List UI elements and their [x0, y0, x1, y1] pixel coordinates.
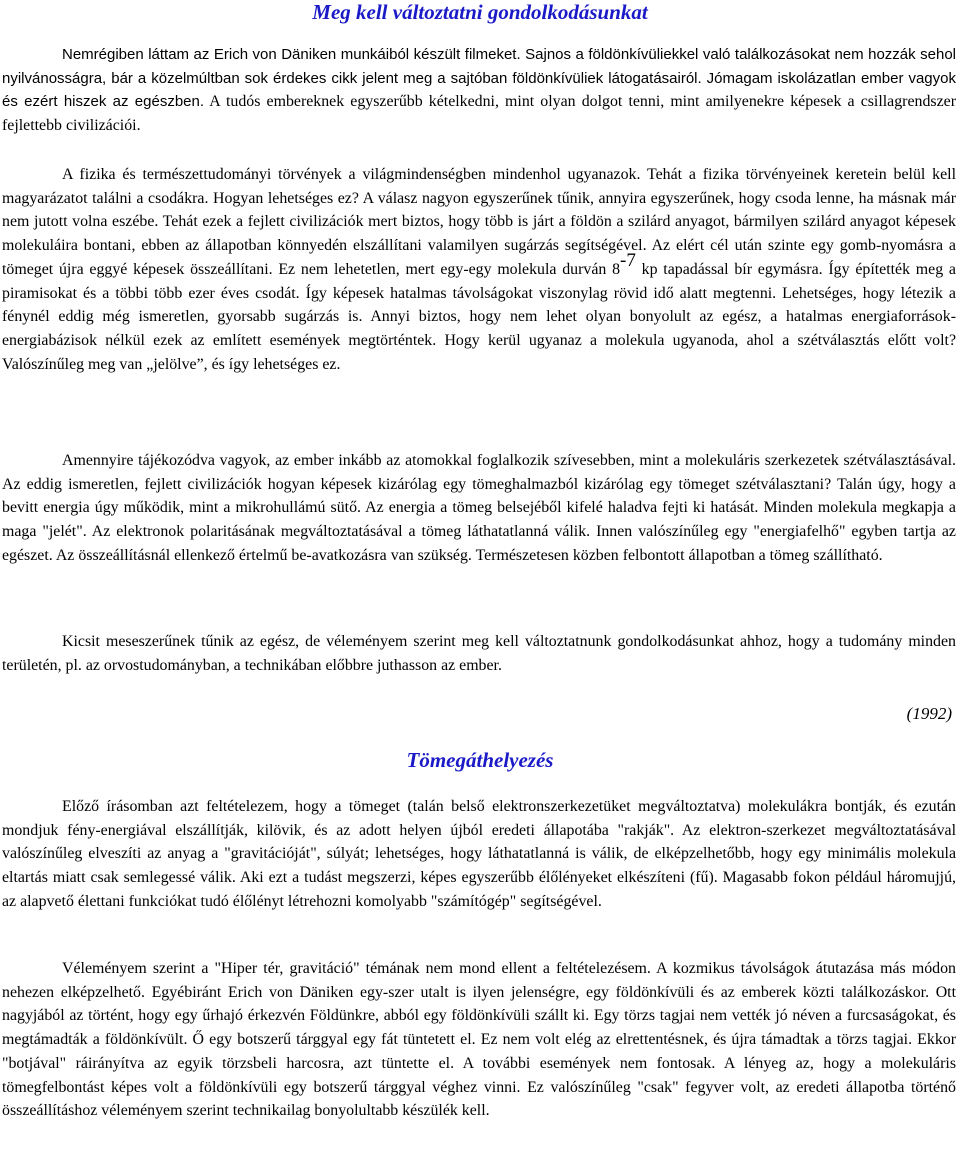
paragraph [2, 630, 956, 677]
paragraph-text: A tudós embereknek egyszerűbb kételkedni, mint olyan dolgot tenni, mint amilyenekre képesek a csillagrendszer fejlettebb civilizációi. [2, 93, 956, 135]
paragraph-text: A fizika és természettudományi törvények a világmindenségben mindenhol ugyanazok. Tehát a fizika törvényeinek keretein belül kell magyarázatot találni a csodákra. Hogyan lehetséges ez? A válasz nagyon egyszerűnek tűnik, annyira egyszerűnek, hogy csoda lenne, ha másnak már nem jutott volna eszébe. Tehát ezek a fejlett civilizációk mert biztos, hogy több is járt a földön a szilárd anyagot, bármilyen szilárd anyagot képesek molekuláira bontani, ebben az állapotban könnyedén elszállítani valamilyen sugárzás segítségével. Az elért cél után szinte egy gomb-nyomásra a tömeget újra eggyé képesek összeállítani. Ez nem lehetetlen, mert egy-egy molekula durván 8 [2, 166, 956, 278]
paragraph-text: Előző írásomban azt feltételezem, hogy a tömeget (talán belső elektronszerkezetüket megváltoztatva) molekulákra bontják, és ezután mondjuk fény-energiával elszállítják, kilövik, és az adott helyen újból eredeti állapotába "rakják". Az elektron-szerkezet megváltoztatásával valószínűleg elveszíti az anyag a "gravitációját", súlyát; lehetséges, hogy láthatatlanná is válik, de elképzelhetőbb, hogy egy minimális molekula eltartás miatt csak semlegessé válik. Aki ezt a tudást megszerzi, képes egyszerűbb élőlényeket elkészíteni (fű). Magasabb fokon például háromujjú, az alapvető élettani funkciókat tudó élőlényt létrehozni komolyabb "számítógép" segítségével. [2, 798, 956, 910]
paragraph [2, 43, 956, 138]
exponent: -7 [620, 249, 636, 271]
paragraph [2, 795, 956, 914]
paragraph-text: kp tapadással bír egymásra. Így építették meg a piramisokat és a többi több ezer éves csodát. Így képesek hatalmas távolságokat viszonylag rövid idő alatt megtenni. Lehetséges, hogy létezik a fénynél eddig még ismeretlen, gyorsabb sugárzás is. Annyi biztos, hogy nem lehet olyan bonyolult az egész, a hatalmas energiaforrások-energiabázisok nélkül ezek az említett események megtörténtek. Hogy kerül ugyanaz a molekula ugyanoda, ahol a szétválasztás előtt volt? Valószínűleg meg van „jelölve”, és így lehetséges ez. [2, 260, 956, 373]
paragraph-text: Véleményem szerint a "Hiper tér, gravitáció" témának nem mond ellent a feltételezésem. A kozmikus távolságok átutazása más módon nehezen elképzelhető. Egyébiránt Erich von Däniken egy-szer utalt is ilyen jelenségre, egy földönkívüli és az emberek közti találkozáskor. Ott nagyjából az történt, hogy egy űrhajó érkezvén Földünkre, abból egy földönkívüli szállt ki. Egy törzs tagjai nem vették jó néven a furcsaságokat, és megtámadták a földönkívült. Ő egy botszerű tárggyal egy fát tüntetett el. Ez nem volt elég az elrettentésnek, és újra támadtak a törzs tagjai. Ekkor "botjával" ráirányítva az egyik törzsbeli harcosra, azt tüntette el. A további események nem fontosak. A lényeg az, hogy a molekuláris tömegfelbontást képes volt a földönkívüli egy botszerű tárggyal véghez vinni. Ez valószínűleg "csak" fegyver volt, az eredeti állapotba történő összeállításhoz véleményem szerint technikailag bonyolultabb készülék kell. [2, 960, 956, 1120]
article-title: Meg kell változtatni gondolkodásunkat [312, 0, 648, 24]
date-label: (1992) [906, 704, 952, 723]
paragraph-text: Amennyire tájékozódva vagyok, az ember inkább az atomokkal foglalkozik szívesebben, mint a molekuláris szerkezetek szétválasztásával. Az eddig ismeretlen, fejlett civilizációk hogyan képesek kizárólag egy tömeghalmazból kizárólag egy tömeget szétválasztani? Talán úgy, hogy a bevitt energia úgy működik, mint a mikrohullámú sütő. Az energia a tömeg belsejéből kifelé haladva fejti ki hatását. Minden molekula megkapja a maga "jelét". Az elektronok polaritásának megváltoztatásával a tömeg láthatatlanná válik. Innen valószínűleg egy "energiafelhő" egyben tartja az egészet. Az összeállításnál ellenkező értelmű be-avatkozásra van szükség. Természetesen közben felbontott állapotban a tömeg szállítható. [2, 452, 956, 564]
article-title: Tömegáthelyezés [406, 748, 554, 772]
paragraph [2, 957, 956, 1123]
paragraph [2, 163, 956, 376]
paragraph-text: Kicsit meseszerűnek tűnik az egész, de véleményem szerint meg kell változtatnunk gondolkodásunkat ahhoz, hogy a tudomány minden területén, pl. az orvostudományban, a technikában előbbre juthasson az ember. [2, 633, 956, 674]
paragraph [2, 449, 956, 568]
paragraph-text: Nemrégiben láttam az Erich von Däniken munkáiból készült filmeket. Sajnos a földönkívüliekkel való találkozásokat nem hozzák sehol nyilvánosságra, bár a közelmúltban sok érdekes cikk jelent meg a sajtóban földönkívüliek látogatásairól. Jómagam iskolázatlan ember vagyok és ezért hiszek az egészben. [2, 46, 956, 111]
